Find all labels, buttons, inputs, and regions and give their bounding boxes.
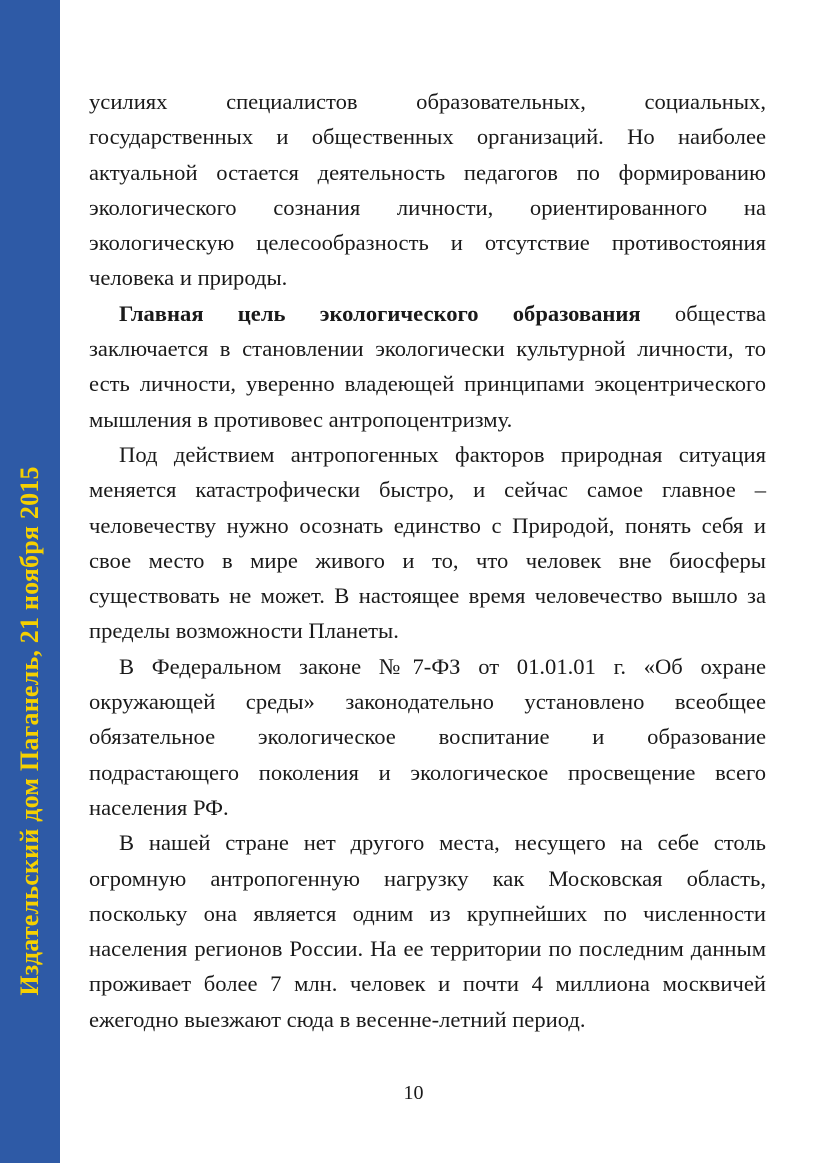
- paragraph-2-text: общества заключается в становлении экологически культурной личности, то есть личности, уверенно владеющей принципами экоцентрического мышления в противовес антропоцентризму.: [89, 300, 766, 432]
- paragraph-1-text: усилиях специалистов образовательных, социальных, государственных и общественных организаций. Но наиболее актуальной остается деятельность педагогов по формированию экологического сознания личности, ориентированного на экологическую целесообразность и отсутствие противостояния человека и природы.: [89, 89, 766, 291]
- paragraph-4-text: В Федеральном законе №7-ФЗ от 01.01.01 г. «Об охране окружающей среды» законодательно установлено всеобщее обязательное экологическое воспитание и образование подрастающего поколения и экологическое просвещение всего населения РФ.: [89, 653, 766, 820]
- document-body: [89, 84, 766, 1037]
- paragraph-1: [89, 84, 766, 296]
- paragraph-2-bold-lead: Главная цель экологического образования: [119, 300, 641, 326]
- paragraph-5-text: В нашей стране нет другого места, несущего на себе столь огромную антропогенную нагрузку как Московская область, поскольку она является одним из крупнейших по численности населения регионов России. На ее территории по последним данным проживает более 7 млн. человек и почти 4 миллиона москвичей ежегодно выезжают сюда в весенне-летний период.: [89, 830, 766, 1032]
- paragraph-5: [89, 825, 766, 1037]
- paragraph-3: [89, 437, 766, 649]
- paragraph-2: [89, 296, 766, 437]
- paragraph-3-text: Под действием антропогенных факторов природная ситуация меняется катастрофически быстро, и сейчас самое главное – человечеству нужно осознать единство с Природой, понять себя и свое место в мире живого и то, что человек вне биосферы существовать не может. В настоящее время человечество вышло за пределы возможности Планеты.: [89, 441, 766, 644]
- paragraph-4: [89, 649, 766, 825]
- publisher-sidebar: [0, 0, 60, 1163]
- publisher-imprint: Издательский дом Паганель, 21 ноября 2015: [15, 466, 44, 996]
- page-number: 10: [403, 1082, 424, 1104]
